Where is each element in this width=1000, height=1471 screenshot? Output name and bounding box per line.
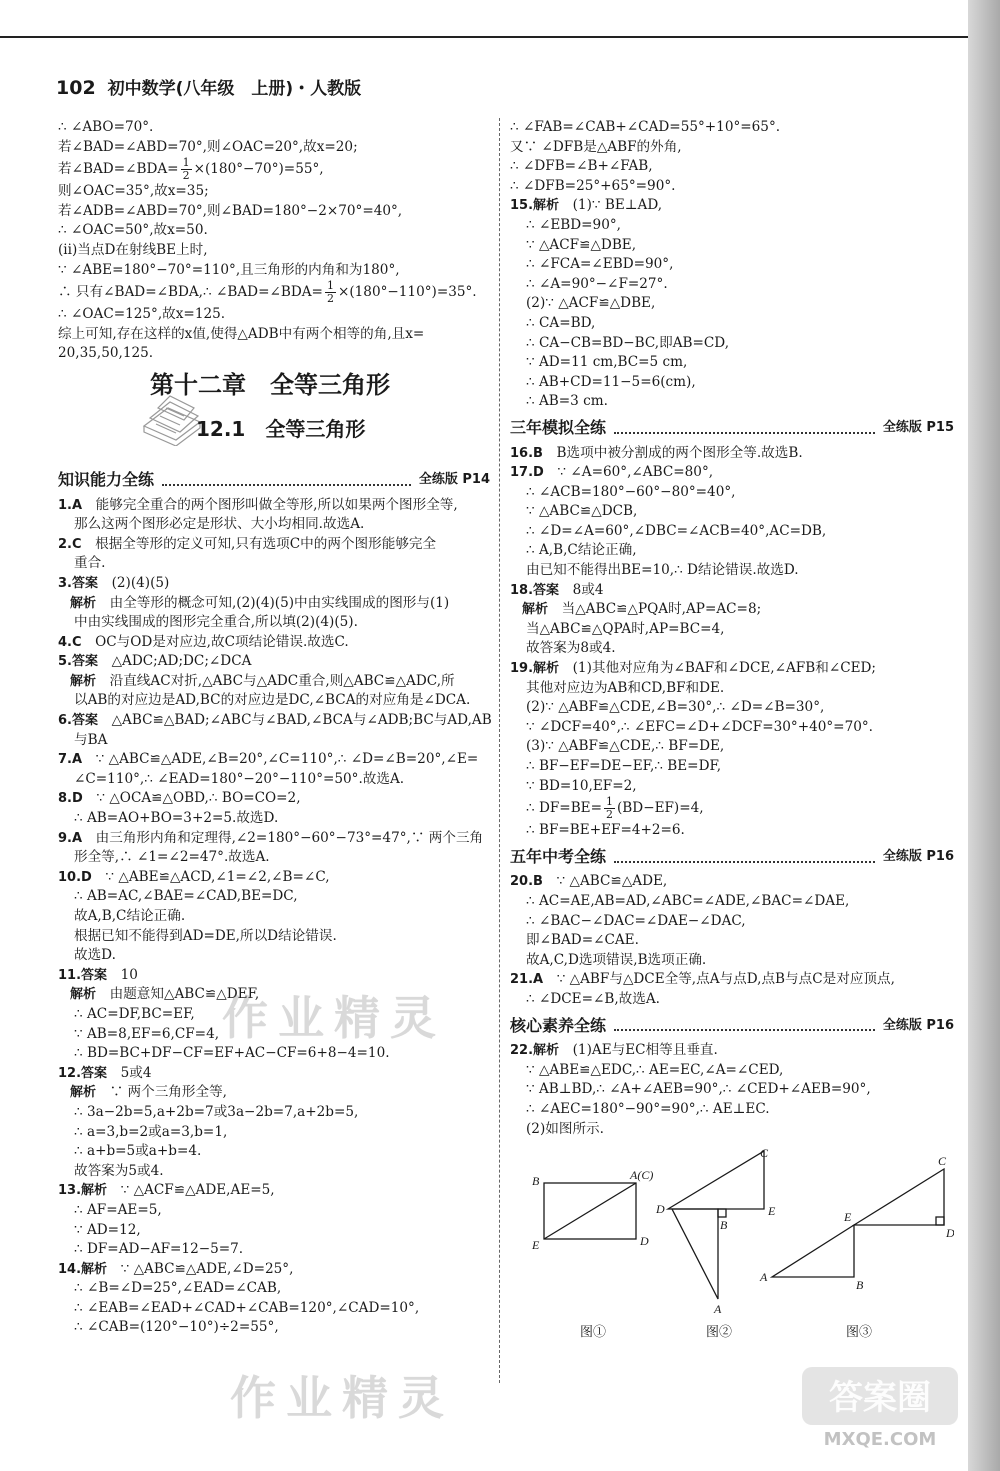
- answer-line: 若∠BAD=∠ABD=70°,则∠OAC=20°,故x=20;: [58, 138, 358, 155]
- section-bar-title: 核心素养全练: [510, 1015, 607, 1035]
- answer-line: ∴ A,B,C结论正确,: [526, 542, 637, 559]
- geometry-figure: [510, 1147, 954, 1341]
- fig3-label-A: A: [760, 1270, 768, 1285]
- section-bar-page: 全练版 P16: [882, 1017, 954, 1033]
- fraction: $\frac{1}{2}$: [326, 279, 334, 306]
- answer-number: 11.答案: [58, 967, 108, 983]
- answer-item: 12.答案 5或4: [58, 1064, 152, 1081]
- answer-item: 解析 ∵ 两个三角形全等,: [70, 1084, 228, 1101]
- fig1-label-D: D: [640, 1234, 649, 1249]
- answer-line: 综上可知,存在这样的x值,使得△ADB中有两个相等的角,且x=: [58, 325, 425, 342]
- answer-number: 解析: [70, 673, 97, 689]
- answer-line: ∵ BD=10,EF=2,: [526, 777, 637, 794]
- column-divider: [499, 118, 501, 1383]
- answer-line: ∴ BF=BE+EF=4+2=6.: [526, 822, 685, 839]
- answer-item: 13.解析 ∵ △ACF≌△ADE,AE=5,: [58, 1182, 275, 1199]
- answer-line: ∴ ∠CAB=(120°−10°)÷2=55°,: [74, 1319, 279, 1336]
- answer-item: 18.答案 8或4: [510, 581, 604, 598]
- answer-number: 16.B: [510, 445, 543, 461]
- answer-line: ∴ ∠DFB=25°+65°=90°.: [510, 177, 676, 194]
- answer-list-20-21: [510, 872, 954, 1009]
- book-title: 初中数学(八年级 上册)・人教版: [107, 79, 362, 99]
- answer-item: 解析 当△ABC≌△PQA时,AP=AC=8;: [522, 601, 762, 618]
- answer-line: 则∠OAC=35°,故x=35;: [58, 183, 209, 200]
- answer-number: 1.A: [58, 497, 83, 513]
- fig2-right-angle: [718, 1209, 726, 1217]
- answer-line: ∵ △ACF≌△DBE,: [526, 236, 637, 253]
- answer-item: 解析 由全等形的概念可知,(2)(4)(5)中由实线围成的图形与(1): [70, 594, 450, 611]
- answer-number: 5.答案: [58, 654, 98, 670]
- fig1-label-B: B: [532, 1174, 540, 1189]
- page-header: [56, 74, 361, 99]
- answer-item: 11.答案 10: [58, 966, 138, 983]
- left-column: [58, 118, 490, 1338]
- fig3-label-C: C: [938, 1154, 947, 1169]
- answer-number: 4.C: [58, 634, 82, 650]
- fraction: $\frac{1}{2}$: [182, 156, 190, 183]
- answer-item: 2.C 根据全等形的定义可知,只有选项C中的两个图形能够完全: [58, 535, 437, 552]
- watermark-text: 作业精灵: [222, 991, 446, 1045]
- answer-line: 若∠BAD=∠BDA= $\frac{1}{2}$ ×(180°−70°)=55°,: [58, 156, 324, 183]
- answer-line: ∴ AC=AE,AB=AD,∠ABC=∠ADE,∠BAC=∠DAE,: [526, 892, 850, 909]
- answer-number: 10.D: [58, 869, 92, 885]
- answer-number: 7.A: [58, 752, 83, 768]
- answer-line: (2)∵ △ABF≌△CDE,∠B=30°,∴ ∠D=∠B=30°,: [526, 699, 825, 716]
- answer-number: 解析: [70, 595, 97, 611]
- fig2-triangle-lower: [672, 1209, 718, 1299]
- left-continued-text: [58, 118, 490, 364]
- fig2-caption: 图②: [706, 1325, 733, 1341]
- fig2-triangle-upper: [668, 1151, 764, 1209]
- fig3-label-E: E: [844, 1210, 852, 1225]
- section-bar-knowledge: [58, 470, 490, 490]
- answer-line: 当△ABC≌△QPA时,AP=BC=4,: [526, 620, 725, 637]
- dotted-leader: [162, 474, 411, 486]
- answer-line: 故A,B,C结论正确.: [74, 908, 186, 924]
- answer-item: 10.D ∵ △ABE≌△ACD,∠1=∠2,∠B=∠C,: [58, 868, 330, 885]
- answer-line: 故答案为5或4.: [74, 1162, 164, 1179]
- geometry-figure-svg: [510, 1147, 954, 1317]
- answer-line: (ii)当点D在射线BE上时,: [58, 241, 208, 258]
- answer-line: ∴ 3a−2b=5,a+2b=7或3a−2b=7,a+2b=5,: [74, 1103, 359, 1120]
- answer-line: ∴ a+b=5或a+b=4.: [74, 1143, 202, 1160]
- answer-line: ∴ AB=3 cm.: [526, 393, 608, 410]
- watermark-logo: [800, 1363, 960, 1453]
- answer-number: 20.B: [510, 874, 543, 890]
- answer-number: 19.解析: [510, 661, 560, 677]
- fig3-triangle-lower: [772, 1225, 854, 1277]
- answer-item: 20.B ∵ △ABC≌△ADE,: [510, 873, 668, 890]
- answer-line: (2)∵ △ACF≌△DBE,: [526, 295, 656, 312]
- answer-item: 15.解析 (1)∵ BE⊥AD,: [510, 197, 663, 214]
- fig1-caption: 图①: [580, 1325, 607, 1341]
- section-bar-core: [510, 1016, 954, 1036]
- answer-line: 故答案为8或4.: [526, 640, 616, 657]
- answer-item: 8.D ∵ △OCA≌△OBD,∴ BO=CO=2,: [58, 790, 301, 807]
- fig2-label-A: A: [714, 1302, 722, 1317]
- answer-line: 重合.: [74, 555, 106, 572]
- fig3-caption: 图③: [846, 1325, 873, 1341]
- logo-text: 答案圈: [829, 1378, 931, 1418]
- answer-number: 12.答案: [58, 1065, 108, 1081]
- answer-line: ∴ AB+CD=11−5=6(cm),: [526, 373, 696, 390]
- section-bar-title: 三年模拟全练: [510, 417, 607, 437]
- fig3-right-angle: [936, 1217, 944, 1225]
- answer-number: 22.解析: [510, 1043, 560, 1059]
- answer-line: 其他对应边为AB和CD,BF和DE.: [526, 679, 725, 696]
- answer-number: 解析: [522, 602, 549, 618]
- top-rule: [0, 36, 968, 38]
- section-bar-five-year: [510, 847, 954, 867]
- answer-line: ∵ AB=8,EF=6,CF=4,: [74, 1025, 220, 1042]
- answer-number: 6.答案: [58, 713, 98, 729]
- answer-line: ∵ △ABC≌△DCB,: [526, 503, 638, 520]
- answer-line: ∴ 只有∠BAD=∠BDA,∴ ∠BAD=∠BDA= $\frac{1}{2}$ ×(180°−110°)=35°.: [58, 279, 477, 306]
- answer-list-15: [510, 196, 954, 412]
- fig2-label-D: D: [656, 1202, 665, 1217]
- answer-line: ∴ BD=BC+DF−CF=EF+AC−CF=6+8−4=10.: [74, 1045, 390, 1062]
- answer-line: ∴ ∠DFB=∠B+∠FAB,: [510, 158, 653, 175]
- answer-line: ∴ ∠AEC=180°−90°=90°,∴ AE⊥EC.: [526, 1100, 770, 1117]
- answer-line: ∴ AF=AE=5,: [74, 1201, 162, 1218]
- section-title: 12.1 全等三角形: [196, 416, 366, 441]
- answer-list-16-19: [510, 444, 954, 797]
- answer-line: 由已知不能得出BE=10,∴ D结论错误.故选D.: [526, 562, 799, 579]
- answer-line: ∴ ∠ABO=70°.: [58, 119, 154, 135]
- answer-line: (3)∵ △ABF≌△CDE,∴ BF=DE,: [526, 738, 725, 755]
- answer-line: ∴ AB=AC,∠BAE=∠CAD,BE=DC,: [74, 888, 298, 905]
- answer-line: ∴ ∠OAC=125°,故x=125.: [58, 306, 226, 323]
- answer-item: 7.A ∵ △ABC≌△ADE,∠B=20°,∠C=110°,∴ ∠D=∠B=20°,∠E=: [58, 751, 479, 768]
- answer-number: 2.C: [58, 536, 82, 552]
- answer-line: ∴ ∠DCE=∠B,故选A.: [526, 990, 660, 1007]
- answer-line: 以AB的对应边是AD,BC的对应边是DC,∠BCA的对应角是∠DCA.: [74, 692, 471, 709]
- answer-number: 13.解析: [58, 1183, 108, 1199]
- answer-number: 解析: [70, 1085, 97, 1101]
- answer-item: 22.解析 (1)AE与EC相等且垂直.: [510, 1042, 718, 1059]
- answer-line: ∴ CA−CB=BD−BC,即AB=CD,: [526, 334, 730, 351]
- answer-line: ∵ AB⊥BD,∴ ∠A+∠AEB=90°,∴ ∠CED+∠AEB=90°,: [526, 1081, 871, 1098]
- logo-site: MXQE.COM: [823, 1429, 937, 1450]
- answer-line: ∵ AD=11 cm,BC=5 cm,: [526, 354, 688, 371]
- answer-line: (2)如图所示.: [526, 1120, 604, 1137]
- answer-line: ∴ a=3,b=2或a=3,b=1,: [74, 1123, 228, 1140]
- answer-item: 6.答案 △ABC≌△BAD;∠ABC与∠BAD,∠BCA与∠ADB;BC与AD,AB: [58, 712, 492, 729]
- answer-line: ∴ DF=AD−AF=12−5=7.: [74, 1241, 244, 1258]
- answer-line: ∴ ∠OAC=50°,故x=50.: [58, 222, 208, 239]
- answer-number: 9.A: [58, 830, 83, 846]
- page-number: 102: [56, 77, 96, 99]
- answer-item: 21.A ∵ △ABF与△DCE全等,点A与点D,点B与点C是对应顶点,: [510, 971, 895, 988]
- answer-number: 15.解析: [510, 198, 560, 214]
- answer-line: ∵ ∠ABE=180°−70°=110°,且三角形的内角和为180°,: [58, 261, 400, 278]
- watermark-text: 作业精灵: [230, 1371, 454, 1425]
- section-bar-title: 五年中考全练: [510, 846, 607, 866]
- answer-number: 14.解析: [58, 1261, 108, 1277]
- answer-line: 20,35,50,125.: [58, 345, 154, 362]
- answer-list-22: [510, 1041, 954, 1139]
- answer-line: ∠C=110°,∴ ∠EAD=180°−20°−110°=50°.故选A.: [74, 770, 405, 787]
- fig1-diagonal: [544, 1183, 636, 1239]
- answer-number: 3.答案: [58, 575, 98, 591]
- answer-number: 21.A: [510, 972, 544, 988]
- fig3-label-D: D: [946, 1226, 954, 1241]
- answer-item: 解析 沿直线AC对折,△ABC与△ADC重合,则△ABC≌△ADC,所: [70, 672, 455, 689]
- answer-item: 3.答案 (2)(4)(5): [58, 574, 170, 591]
- fig2-label-E: E: [768, 1204, 776, 1219]
- answer-line: 那么这两个图形必定是形状、大小均相同.故选A.: [74, 516, 365, 533]
- answer-line: ∴ AB=AO+BO=3+2=5.故选D.: [74, 810, 279, 827]
- dotted-leader: [614, 1019, 875, 1031]
- left-answer-list: [58, 496, 490, 1339]
- answer-item: 解析 由题意知△ABC≌△DEF,: [70, 986, 260, 1003]
- answer-line: 形全等,∴ ∠1=∠2=47°.故选A.: [74, 849, 270, 866]
- fig3-triangle-upper: [854, 1169, 944, 1225]
- fraction: $\frac{1}{2}$: [606, 795, 613, 822]
- answer-line: ∵ △ABE≌△EDC,∴ AE=EC,∠A=∠CED,: [526, 1061, 784, 1078]
- answer-line: ∴ ∠BAC−∠DAC=∠DAE−∠DAC,: [526, 912, 746, 929]
- chapter-heading: [58, 370, 490, 462]
- answer-line: ∴ AC=DF,BC=EF,: [74, 1005, 195, 1022]
- answer-number: 18.答案: [510, 582, 560, 598]
- dotted-leader: [614, 422, 875, 434]
- answer-number: 解析: [70, 987, 97, 1003]
- answer-line: 故A,C,D选项错误,B选项正确.: [526, 951, 707, 968]
- answer-item: 16.B B选项中被分割成的两个图形全等.故选B.: [510, 444, 803, 461]
- section-bar-page: 全练版 P15: [882, 419, 954, 435]
- answer-line: ∴ ∠A=90°−∠F=27°.: [526, 275, 668, 292]
- answer-item: 4.C OC与OD是对应边,故C项结论错误.故选C.: [58, 633, 349, 650]
- answer-item: 1.A 能够完全重合的两个图形叫做全等形,所以如果两个图形全等,: [58, 496, 458, 513]
- section-bar-page: 全练版 P14: [418, 471, 490, 487]
- answer-line: ∴ ∠EAB=∠EAD+∠CAD+∠CAB=120°,∠CAD=10°,: [74, 1299, 420, 1316]
- right-column: [510, 118, 954, 1341]
- answer-line: ∵ AD=12,: [74, 1221, 141, 1238]
- answer-item: 5.答案 △ADC;AD;DC;∠DCA: [58, 653, 252, 670]
- answer-line: 与BA: [74, 731, 108, 748]
- answer-line: ∴ ∠B=∠D=25°,∠EAD=∠CAB,: [74, 1280, 282, 1297]
- answer-line: ∴ ∠FAB=∠CAB+∠CAD=55°+10°=65°.: [510, 119, 781, 135]
- answer-line: 又∵ ∠DFB是△ABF的外角,: [510, 138, 682, 155]
- answer-line: ∴ ∠FCA=∠EBD=90°,: [526, 256, 674, 273]
- section-bar-three-year: [510, 418, 954, 438]
- answer-line: 即∠BAD=∠CAE.: [526, 932, 639, 949]
- answer-line: ∴ BF−EF=DE−EF,∴ BE=DF,: [526, 758, 722, 774]
- fig2-label-C: C: [760, 1147, 769, 1161]
- answer-line: 根据已知不能得到AD=DE,所以D结论错误.: [74, 927, 337, 944]
- answer-line: ∴ CA=BD,: [526, 314, 596, 331]
- answer-line: ∴ DF=BE= $\frac{1}{2}$ (BD−EF)=4,: [526, 795, 704, 822]
- answer-line: 若∠ADB=∠ABD=70°,则∠BAD=180°−2×70°=40°,: [58, 202, 403, 219]
- answer-line: ∴ ∠ACB=180°−60°−80°=40°,: [526, 483, 736, 500]
- dotted-leader: [614, 851, 875, 863]
- chapter-title: 第十二章 全等三角形: [150, 370, 390, 399]
- answer-logo-icon: [800, 1363, 960, 1453]
- page-edge-shadow: [968, 0, 1000, 1471]
- answer-item: 17.D ∵ ∠A=60°,∠ABC=80°,: [510, 464, 714, 481]
- answer-line: ∴ ∠D=∠A=60°,∠DBC=∠ACB=40°,AC=DB,: [526, 522, 827, 539]
- answer-line: ∵ ∠DCF=40°,∴ ∠EFC=∠D+∠DCF=30°+40°=70°.: [526, 718, 873, 735]
- section-bar-page: 全练版 P16: [882, 848, 954, 864]
- fig2-label-B: B: [720, 1218, 728, 1233]
- right-continued-text: [510, 118, 954, 196]
- answer-item: 19.解析 (1)其他对应角为∠BAF和∠DCE,∠AFB和∠CED;: [510, 660, 877, 677]
- section-bar-title: 知识能力全练: [58, 469, 155, 489]
- fig1-label-AC: A(C): [630, 1168, 654, 1183]
- answer-line: ∴ ∠EBD=90°,: [526, 216, 621, 233]
- fig3-label-B: B: [856, 1278, 864, 1293]
- answer-line: 故选D.: [74, 947, 116, 964]
- answer-item: 9.A 由三角形内角和定理得,∠2=180°−60°−73°=47°,∵ 两个三角: [58, 829, 484, 846]
- answer-number: 17.D: [510, 465, 544, 481]
- answer-number: 8.D: [58, 791, 83, 807]
- fig1-label-E: E: [532, 1238, 540, 1253]
- answer-item: 14.解析 ∵ △ABC≌△ADE,∠D=25°,: [58, 1260, 294, 1277]
- answer-line: 中由实线围成的图形完全重合,所以填(2)(4)(5).: [74, 614, 358, 631]
